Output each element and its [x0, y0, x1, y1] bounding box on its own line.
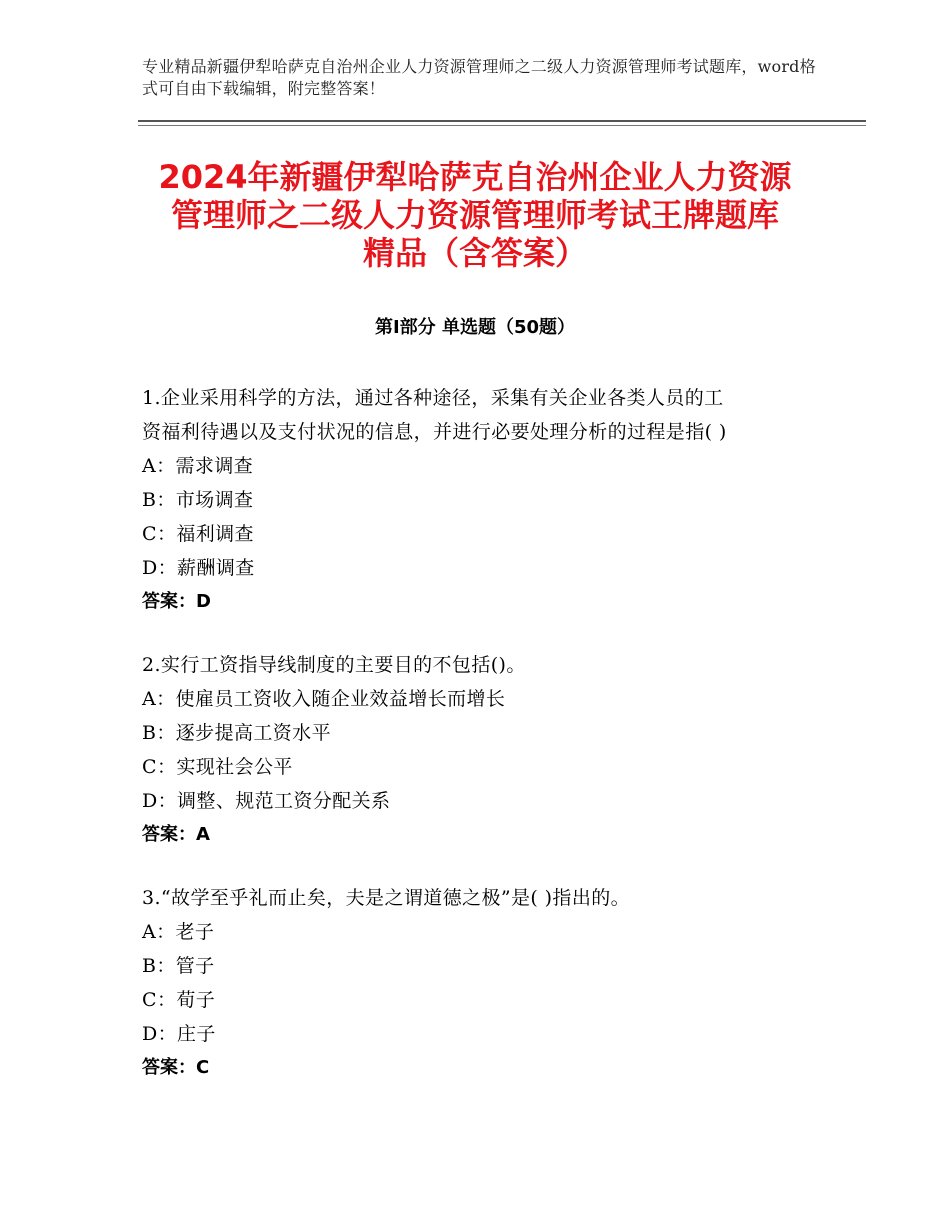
- question-1: [142, 381, 822, 619]
- title-line-2: 管理师之二级人力资源管理师考试王牌题库: [170, 196, 779, 234]
- question-list: [142, 381, 822, 1114]
- header-rule-thick: [138, 120, 866, 122]
- header-rule-thin: [138, 125, 866, 126]
- option-d: D：调整、规范工资分配关系: [142, 790, 391, 812]
- header-note: 专业精品新疆伊犁哈萨克自治州企业人力资源管理师之二级人力资源管理师考试题库，word格式可自由下载编辑，附完整答案！: [142, 57, 816, 98]
- question-stem: 1.企业采用科学的方法，通过各种途径，采集有关企业各类人员的工: [142, 387, 724, 409]
- option-a: A：老子: [142, 921, 215, 943]
- option-d: D：庄子: [142, 1023, 216, 1045]
- title-line-1: 2024年新疆伊犁哈萨克自治州企业人力资源: [158, 158, 792, 196]
- question-stem: 2.实行工资指导线制度的主要目的不包括()。: [142, 654, 526, 676]
- option-a: A：需求调查: [142, 455, 254, 477]
- document-title: [130, 158, 820, 272]
- answer: 答案：D: [142, 591, 211, 612]
- question-3: [142, 881, 822, 1085]
- option-d: D：薪酬调查: [142, 557, 255, 579]
- question-stem: 资福利待遇以及支付状况的信息，并进行必要处理分析的过程是指( ): [142, 421, 727, 443]
- option-c: C：福利调查: [142, 523, 254, 545]
- answer: 答案：A: [142, 824, 210, 845]
- option-c: C：荀子: [142, 989, 216, 1011]
- title-line-3: 精品（含答案）: [362, 234, 587, 272]
- answer: 答案：C: [142, 1057, 210, 1078]
- option-b: B：市场调查: [142, 489, 254, 511]
- option-b: B：逐步提高工资水平: [142, 722, 331, 744]
- option-a: A：使雇员工资收入随企业效益增长而增长: [142, 688, 506, 710]
- section-title: 第Ⅰ部分 单选题（50题）: [374, 317, 575, 338]
- option-b: B：管子: [142, 955, 215, 977]
- question-2: [142, 648, 822, 852]
- option-c: C：实现社会公平: [142, 756, 293, 778]
- question-stem: 3.“故学至乎礼而止矣，夫是之谓道德之极”是( )指出的。: [142, 887, 631, 909]
